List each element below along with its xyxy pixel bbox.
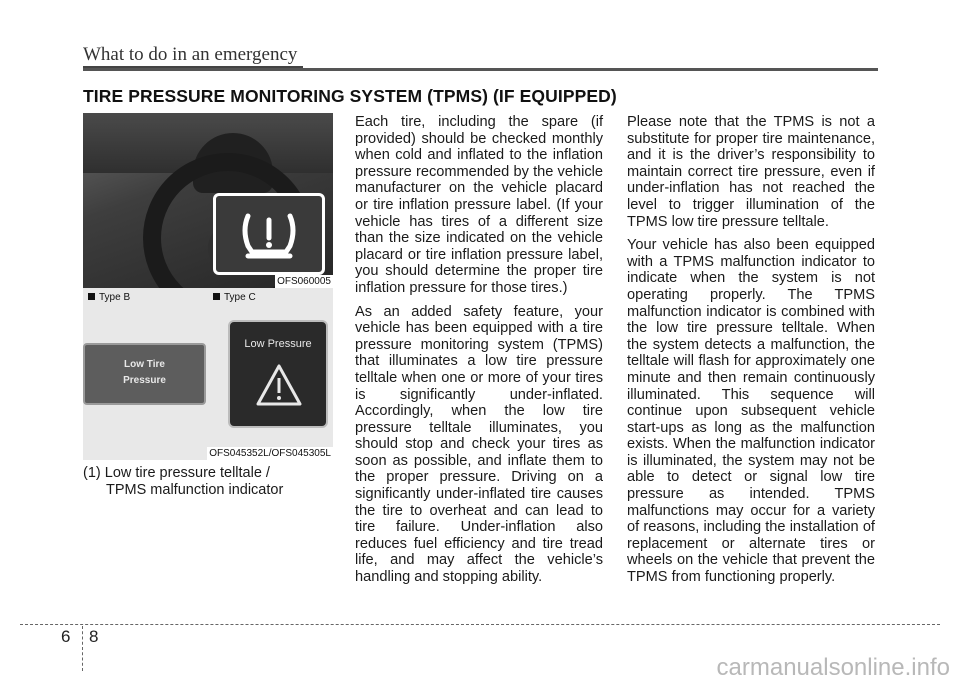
page-number: 8 <box>89 627 99 646</box>
header-rule <box>83 68 878 71</box>
watermark: carmanualsonline.info <box>716 654 950 681</box>
type-b-label: Type B <box>88 292 130 303</box>
caption-line2: TPMS malfunction indicator <box>106 482 284 498</box>
type-b-panel <box>83 343 206 405</box>
paragraph-tpms-feature: As an added safety feature, your vehicle has been equipped with a tire pressure monitoring system (TPMS) that illuminates a low tire pressure telltale when one or more of your tires is significantly under-inflated. Accordingly, when the low tire pressure telltale illuminates, you should stop and check your tires as soon as possible, and inflate them to the proper pressure. Driving on a significantly under-inflated tire causes the tire to overheat and can lead to tire failure. Under-inflation also reduces fuel efficiency and tire tread life, and may affect the vehicle’s handling and stopping ability. <box>355 303 603 586</box>
footer-divider <box>82 626 83 671</box>
warning-triangle-icon <box>254 362 304 408</box>
types-code: OFS045352L/OFS045305L <box>209 448 331 459</box>
page-chapter: 6 <box>61 627 71 646</box>
column-middle <box>355 114 603 593</box>
caption-line1: (1) Low tire pressure telltale / <box>83 465 270 481</box>
photo-code: OFS060005 <box>277 276 331 287</box>
type-b-line2: Pressure <box>123 375 166 386</box>
header-title: What to do in an emergency <box>83 44 298 65</box>
type-c-label: Type C <box>213 292 256 303</box>
paragraph-malfunction-indicator: Your vehicle has also been equipped with a TPMS malfunction indicator to indicate when the system is not operating properly. The TPMS malfunction indicator is combined with the low tire pressure telltale. When the system detects a malfunction, the telltale will flash for approximately one minute and then remain continuously illuminated. This sequence will continue upon subsequent vehicle start-ups as long as the malfunction exists. When the malfunction indicator is illuminated, the system may not be able to detect or signal low tire pressure as intended. TPMS malfunctions may occur for a variety of reasons, including the installation of replacement or alternate tires or wheels on the vehicle that prevent the TPMS from functioning properly. <box>627 237 875 586</box>
figure-caption <box>83 465 283 499</box>
dashboard-photo <box>83 113 333 288</box>
paragraph-tire-check: Each tire, including the spare (if provided) should be checked monthly when cold and inflated to the inflation pressure recommended by the vehicle manufacturer on the vehicle placard or tire inflation pressure label. (If your vehicle has tires of a different size than the size indicated on the vehicle placard or tire inflation pressure label, you should determine the proper tire inflation pressure for those tires.) <box>355 114 603 296</box>
type-figures <box>83 288 333 460</box>
tpms-telltale-icon <box>238 208 300 260</box>
telltale-inset <box>213 193 325 275</box>
type-b-line1: Low Tire <box>124 359 165 370</box>
paragraph-maintenance-note: Please note that the TPMS is not a substitute for proper tire maintenance, and it is the driver’s responsibility to maintain correct tire pressure, even if under-inflation has not reached the level to trigger illumination of the TPMS low tire pressure telltale. <box>627 114 875 230</box>
column-right <box>627 114 875 593</box>
type-c-panel <box>228 320 328 428</box>
footer-rule <box>20 624 940 625</box>
section-title: TIRE PRESSURE MONITORING SYSTEM (TPMS) (IF EQUIPPED) <box>83 86 617 106</box>
type-c-text: Low Pressure <box>244 338 312 350</box>
